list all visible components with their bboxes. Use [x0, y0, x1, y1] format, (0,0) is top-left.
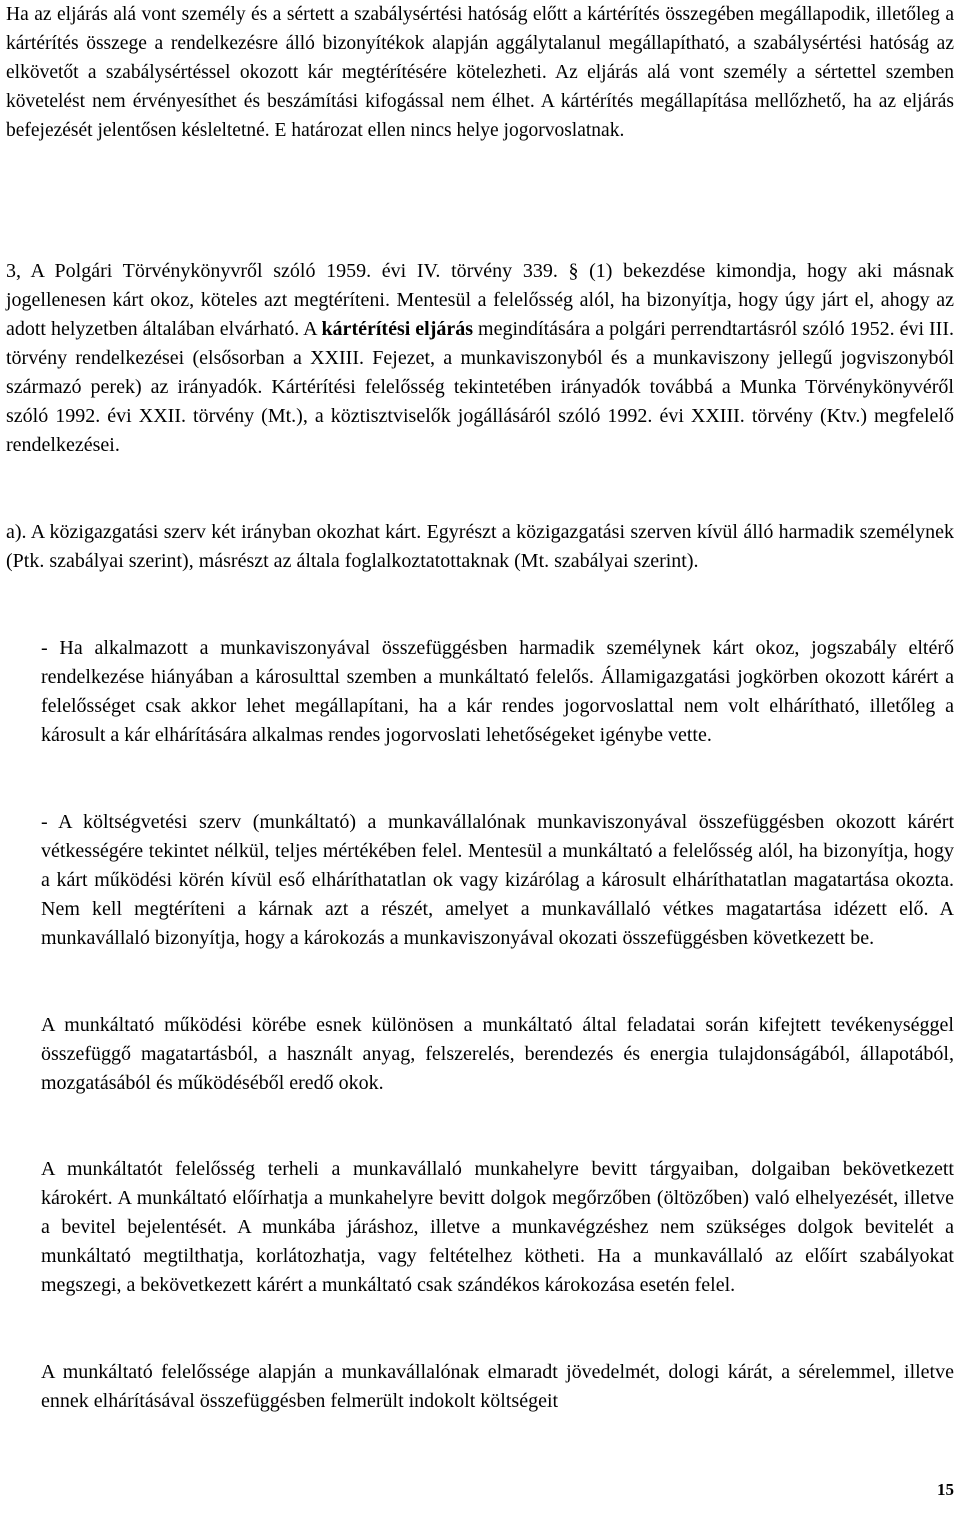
paragraph-ptk-339 [6, 257, 954, 460]
paragraph-a-kozigazgatasi-szerv: a). A közigazgatási szerv két irányban okozhat kárt. Egyrészt a közigazgatási szerven kívül álló harmadik személynek (Ptk. szabályai szerint), másrészt az általa foglalkoztatottaknak (Mt. szabályai szerint). [6, 521, 954, 572]
paragraph-ptk-text-a: 3, A Polgári Törvénykönyvről szóló 1959. évi IV. törvény 339. § (1) bekezdése kimondja, hogy aki másnak jogellenesen kárt okoz, köteles azt megtéríteni. Mentesül a felelősség alól, ha bizonyítja, hogy úgy járt el, ahogy az adott helyzetben általában elvárható. A [6, 260, 954, 340]
paragraph-szabalysertes-kartérites: Ha az eljárás alá vont személy és a sértett a szabálysértési hatóság előtt a kártérítés összegében megállapodik, illetőleg a kártérítés összege a rendelkezésre álló bizonyítékok alapján aggálytalanul megállapítható, a szabálysértési hatóság az elkövetőt a szabálysértéssel okozott kár megtérítésére kötelezheti. Az eljárás alá vont személy a sértettel szemben követelést nem érvényesíthet és beszámítási kifogással nem élhet. A kártérítés megállapítása mellőzhető, ha az eljárás befejezését jelentősen késleltetné. E határozat ellen nincs helye jogorvoslatnak. [6, 4, 954, 141]
paragraph-dash-alkalmazott: - Ha alkalmazott a munkaviszonyával összefüggésben harmadik személynek kárt okoz, jogszabály eltérő rendelkezése hiányában a károsulttal szemben a munkáltató felelős. Államigazgatási jogkörben okozott kárért a felelősséget csak akkor lehet megállapítani, ha a kár rendes jogorvoslattal nem volt elhárítható, illetőleg a károsult a kár elhárítására alkalmas rendes jogorvoslati lehetőségeket igénybe vette. [41, 637, 954, 746]
paragraph-munkaltato-felelossege: A munkáltató felelőssége alapján a munkavállalónak elmaradt jövedelmét, dologi kárát, a sérelemmel, illetve ennek elhárításával összefüggésben felmerült indokolt költségeit [41, 1361, 954, 1412]
paragraph-ptk-bold-term: kártérítési eljárás [321, 318, 474, 340]
paragraph-ptk-text-c: megindítására a polgári perrendtartásról szóló 1952. évi III. törvény rendelkezései (elsősorban a XXIII. Fejezet, a munkaviszonyból és a munkaviszony jellegű jogviszonyból származó perek) az irányadók. Kártérítési felelősség tekintetében irányadók továbbá a Munka Törvénykönyvéről szóló 1992. évi XXII. törvény (Mt.), a köztisztviselők jogállásáról szóló 1992. évi XXIII. törvény (Ktv.) megfelelő rendelkezései. [6, 318, 954, 456]
paragraph-mukodesi-kor: A munkáltató működési körébe esnek különösen a munkáltató által feladatai során kifejtett tevékenységgel összefüggő magatartásból, a használt anyag, felszerelés, berendezés és energia tulajdonságából, állapotából, mozgatásából és működéséből eredő okok. [41, 1014, 954, 1094]
paragraph-dash-koltsegvetesi-szerv: - A költségvetési szerv (munkáltató) a munkavállalónak munkaviszonyával összefüggésben okozott kárért vétkességére tekintet nélkül, teljes mértékében felel. Mentesül a munkáltató a felelősség alól, ha bizonyítja, hogy a kárt működési körén kívül eső elháríthatatlan ok vagy kizárólag a károsult elháríthatatlan magatartása okozta. Nem kell megtéríteni a kárnak azt a részét, amelyet a munkavállaló vétkes magatartása idézett elő. A munkavállaló bizonyítja, hogy a károkozás a munkaviszonyával okozati összefüggésben következett be. [41, 811, 954, 949]
paragraph-munkahelyre-bevitt-targyak: A munkáltatót felelősség terheli a munkavállaló munkahelyre bevitt tárgyaiban, dolgaiban bekövetkezett károkért. A munkáltató előírhatja a munkahelyre bevitt dolgok megőrzőben (öltözőben) való elhelyezését, illetve a bevitel bejelentését. A munkába járáshoz, illetve a munkavégzéshez nem szükséges dolgok bevitelét a munkáltató megtilthatja, korlátozhatja, vagy feltételhez kötheti. Ha a munkavállaló az előírt szabályokat megszegi, a bekövetkezett kárért a munkáltató csak szándékos károkozása esetén felel. [41, 1158, 954, 1296]
page-number: 15 [937, 1480, 954, 1499]
